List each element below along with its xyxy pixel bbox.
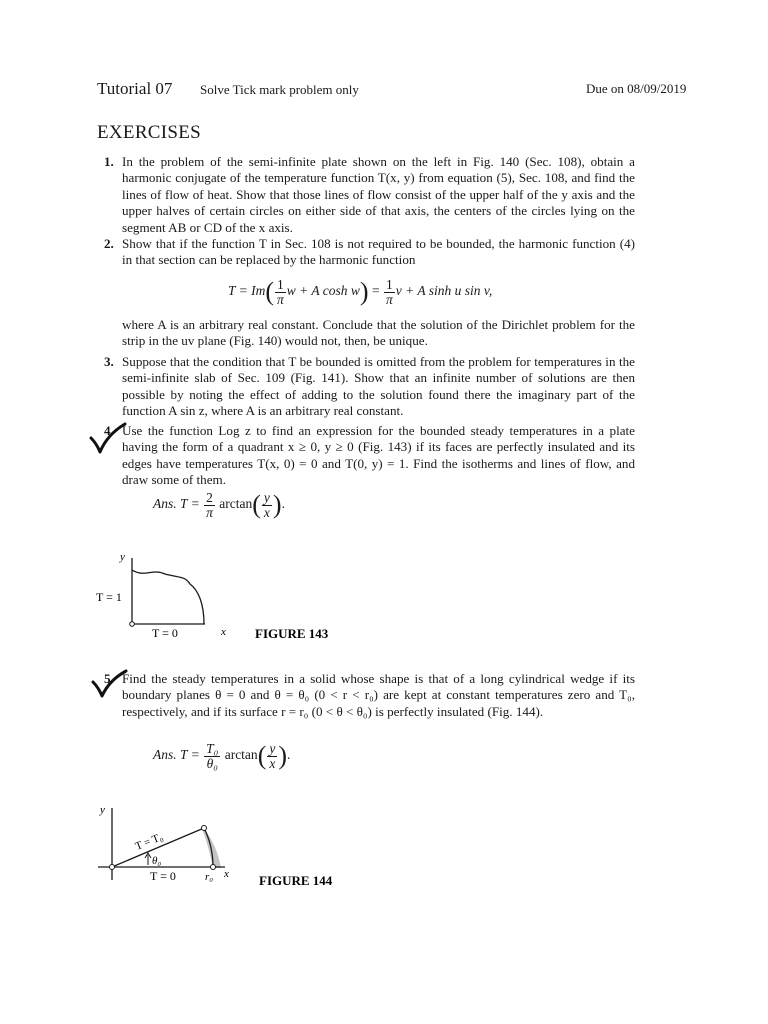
due-date: Due on 08/09/2019 <box>586 81 687 96</box>
x-label: x <box>221 626 226 638</box>
problem-text: Show that if the function T in Sec. 108 is not required to be bounded, the harmonic function (4) in that section can be replaced by the harmonic function <box>122 236 635 268</box>
figure-144 <box>95 800 355 895</box>
equation-term: v + A sinh u sin v, <box>395 283 493 299</box>
arctan-fn: arctan <box>224 747 258 763</box>
equation-lhs: T = Im <box>228 283 266 299</box>
equation-2 <box>228 277 492 307</box>
y-label: y <box>100 804 105 816</box>
tick-mark-problem-5 <box>90 669 130 699</box>
tick-mark-problem-4 <box>88 422 128 454</box>
boundary-curve <box>132 570 204 624</box>
problem-text: where A is an arbitrary real constant. Conclude that the solution of the Dirichlet problem for the strip in the uv plane (Fig. 140) would not, then, be unique. <box>122 317 635 349</box>
problem-text: Use the function Log z to find an expression for the bounded steady temperatures in a plate having the form of a quadrant x ≥ 0, y ≥ 0 (Fig. 143) if its faces are perfectly insulated and its edges have temperatures T(x, 0) = 0 and T(0, y) = 1. Find the isotherms and lines of flow, and draw some of them. <box>122 423 635 488</box>
radius-point <box>211 865 216 870</box>
equation-term: w + A cosh w <box>286 283 360 299</box>
origin-point <box>110 865 115 870</box>
problem-number: 4. <box>104 423 114 438</box>
problem-2 <box>104 236 635 269</box>
left-edge-label: T = 1 <box>96 590 122 604</box>
answer-5: Ans. T = $\frac{\text{T₀}}{\text{θ₀}}$ arctan( $\frac{y}{x}$ ). <box>153 740 291 771</box>
answer-label: Ans. <box>153 496 177 512</box>
answer-lhs: T = <box>180 496 200 512</box>
tutorial-instruction: Solve Tick mark problem only <box>200 82 359 97</box>
paren-close: ) <box>359 277 369 306</box>
corner-point <box>202 826 207 831</box>
tutorial-title: Tutorial 07 <box>97 79 173 98</box>
problem-1 <box>104 154 635 236</box>
problem-text: In the problem of the semi-infinite plate shown on the left in Fig. 140 (Sec. 108), obtain a harmonic conjugate of the temperature function T(x, y) from equation (5), Sec. 108, and find the lines of flow of heat. Show that those lines of flow consist of the upper half of the y axis and the upper halves of certain circles on either side of that axis, the centers of the circles lying on the segment AB or CD of the x axis. <box>122 154 635 235</box>
answer-4: Ans. T = $\frac{2}{\pi}$ arctan( $\frac{y}{x}$ ). <box>153 489 285 520</box>
problem-text: Find the steady temperatures in a solid whose shape is that of a long cylindrical wedge if its boundary planes θ = 0 and θ = θ₀ (0 < r < r₀) are kept at constant temperatures zero and T₀, respectively, and if its surface r = r₀ (0 < θ < θ₀) is perfectly insulated (Fig. 144). <box>122 671 635 719</box>
fraction: $\frac{1}{\pi}$ <box>277 276 284 307</box>
problem-number: 3. <box>104 354 114 369</box>
bottom-edge-label: T = 0 <box>152 626 178 640</box>
bottom-edge-label: T = 0 <box>150 869 176 883</box>
problem-4 <box>104 423 635 489</box>
problem-number: 1. <box>104 154 114 169</box>
fraction: $\frac{y}{x}$ <box>263 489 270 520</box>
figure-143 <box>90 548 340 648</box>
figure-caption: FIGURE 144 <box>259 873 333 888</box>
problem-5 <box>104 671 635 720</box>
fraction: $\frac{\text{T₀}}{\text{θ₀}}$ <box>206 740 219 771</box>
arctan-fn: arctan <box>219 496 253 512</box>
angle-label: θ₀ <box>152 855 162 867</box>
answer-label: Ans. <box>153 747 177 763</box>
equals-sign: = <box>371 283 380 299</box>
fraction: $\frac{y}{x}$ <box>269 740 276 771</box>
x-label: x <box>224 868 229 880</box>
problem-number: 5. <box>104 671 114 686</box>
paren-open: ( <box>265 277 275 306</box>
origin-point <box>130 622 135 627</box>
answer-lhs: T = <box>180 747 200 763</box>
problem-3 <box>104 354 635 420</box>
problem-2-continued <box>122 317 635 350</box>
exercises-heading: EXERCISES <box>97 122 202 143</box>
problem-number: 2. <box>104 236 114 251</box>
fraction: $\frac{2}{\pi}$ <box>206 489 213 520</box>
problem-text: Suppose that the condition that T be bounded is omitted from the problem for temperatures in the semi-infinite slab of Sec. 109 (Fig. 141). Show that an infinite number of solutions are then possible by noting the effect of adding to the solution found there the imaginary part of the function A sin z, where A is an arbitrary real constant. <box>122 354 635 419</box>
fraction: $\frac{1}{\pi}$ <box>385 276 393 307</box>
y-label: y <box>120 551 125 563</box>
figure-caption: FIGURE 143 <box>255 626 329 641</box>
top-edge-label: T = T₀ <box>133 830 165 853</box>
radius-label: r₀ <box>205 871 214 883</box>
